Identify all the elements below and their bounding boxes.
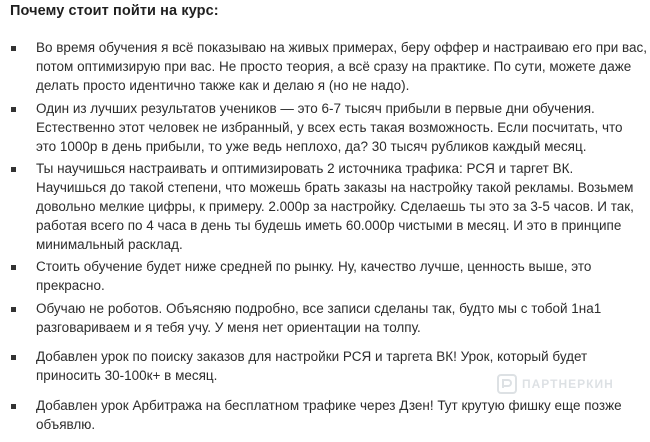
partnerkin-watermark [497,374,614,394]
list-item-line: работая всего по 4 часа в день ты будешь иметь 60.000р чистыми в месяц. И это в принципе [36,218,622,233]
partnerkin-logo-icon [497,374,517,394]
list-item-line: делать просто идентично также как и делаю я (но не надо). [36,78,410,93]
watermark-text: ПАРТНЕРКИН [522,377,614,391]
bullet-icon [11,355,16,360]
list-item-line: Добавлен урок по поиску заказов для настройки РСЯ и таргета ВК! Урок, который будет [36,349,588,364]
list-item-line: Добавлен урок Арбитража на бесплатном трафике через Дзен! Тут крутую фишку еще позже [36,398,622,413]
list-item-line: разговариваем и я тебя учу. У меня нет ориентации на толпу. [36,320,421,335]
list-item-line: довольно мелкие цифры, к примеру. 2.000р за настройку. Сделаешь ты это за 3-5 часов. И так, [36,199,634,214]
bullet-icon [11,107,16,112]
list-item-line: Один из лучших результатов учеников — это 6-7 тысяч прибыли в первые дни обучения. [36,101,595,116]
bullet-icon [11,265,16,270]
section-heading: Почему стоит пойти на курс: [10,3,219,19]
bullet-icon [11,167,16,172]
list-item-line: объявлю. [36,417,96,432]
list-item-line: потом оптимизирую при вас. Не просто теория, а всё сразу на практике. По сути, можете даже [36,59,632,74]
bullet-icon [11,307,16,312]
list-item-line: прекрасно. [36,278,105,293]
bullet-icon [11,404,16,409]
list-item-line: Научишься до такой степени, что можешь брать заказы на настройку такой рекламы. Возьмем [36,180,634,195]
list-item-line: Обучаю не роботов. Объясняю подробно, все записи сделаны так, будто мы с тобой 1на1 [36,301,602,316]
list-item-line: приносить 30-100к+ в месяц. [36,368,218,383]
list-item-line: Естественно этот человек не избранный, у всех есть такая возможность. Если посчитать, что [36,120,623,135]
list-item-line: это 1000р в день прибыли, то уже ведь неплохо, да? 30 тысяч рубликов каждый месяц. [36,139,587,154]
list-item-line: Ты научишься настраивать и оптимизировать 2 источника трафика: РСЯ и таргет ВК. [36,161,574,176]
list-item-line: Во время обучения я всё показываю на живых примерах, беру оффер и настраиваю его при вас, [36,40,648,55]
list-item-line: Стоить обучение будет ниже средней по рынку. Ну, качество лучше, ценность выше, это [36,259,592,274]
list-item-line: минимальный расклад. [36,237,183,252]
bullet-icon [11,46,16,51]
